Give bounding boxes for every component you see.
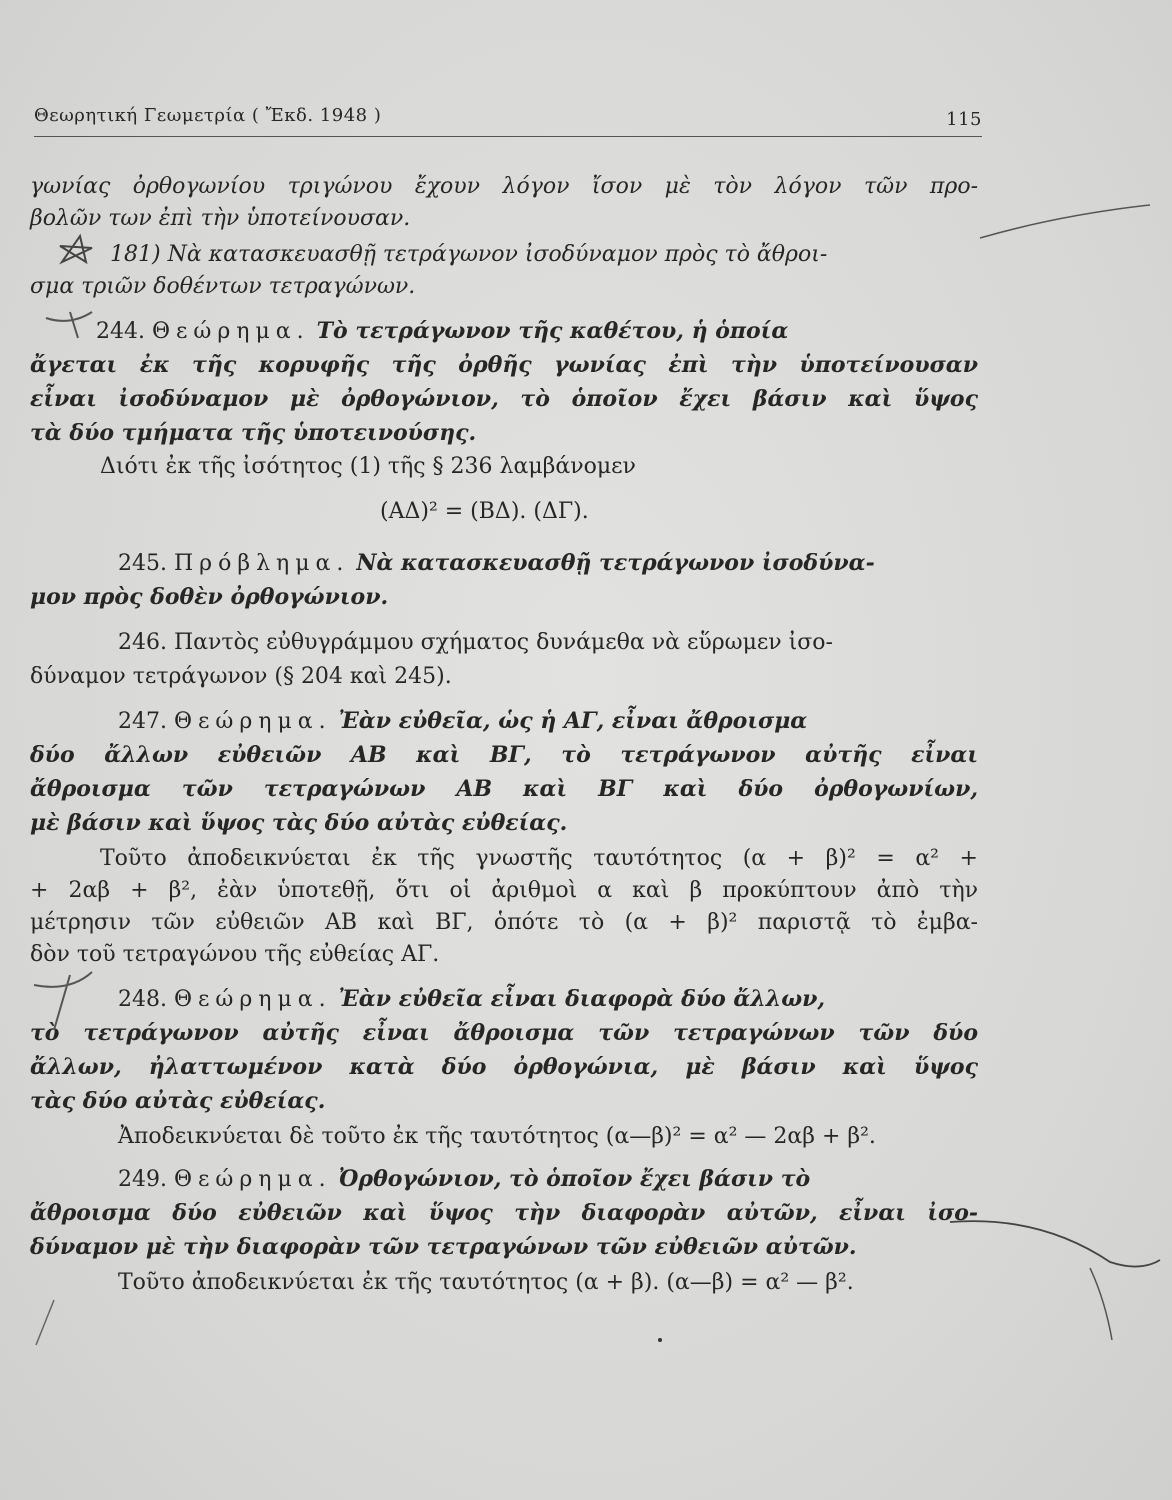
dot-mark (658, 1338, 662, 1342)
margin-line (950, 1221, 1160, 1266)
paragraph-246: 246. Παντὸς εὐθυγράμμου σχήματος δυνάμεθα νὰ εὕρωμεν ἰσο- (118, 630, 833, 655)
star-mark-icon (60, 236, 92, 262)
theorem-line: τὸ τετράγωνον αὐτῆς εἶναι ἄθροισμα τῶν τετραγώνων τῶν δύο (30, 1020, 978, 1046)
proof-line: Τοῦτο ἀποδεικνύεται ἐκ τῆς ταυτότητος (α + β). (α—β) = α² — β². (118, 1270, 854, 1295)
equation: (ΑΔ)² = (ΒΔ). (ΔΓ). (380, 499, 589, 524)
theorem-line: τὰς δύο αὐτὰς εὐθείας. (30, 1088, 326, 1114)
margin-line (36, 1300, 54, 1345)
theorem-line: τὰ δύο τμήματα τῆς ὑποτεινούσης. (30, 420, 477, 446)
text-line: γωνίας ὀρθογωνίου τριγώνου ἔχουν λόγον ἴσον μὲ τὸν λόγον τῶν προ- (30, 174, 978, 199)
problem-line: μον πρὸς δοθὲν ὀρθογώνιον. (30, 584, 389, 610)
theorem-line: εἶναι ἰσοδύναμον μὲ ὀρθογώνιον, τὸ ὁποῖον ἔχει βάσιν καὶ ὕψος (30, 386, 978, 412)
theorem-248-heading: 248. Θεώρημα. Ἐὰν εὐθεῖα εἶναι διαφορὰ δύο ἄλλων, (118, 986, 826, 1012)
theorem-249-heading: 249. Θεώρημα. Ὀρθογώνιον, τὸ ὁποῖον ἔχει βάσιν τὸ (118, 1166, 811, 1192)
theorem-line: δύναμον μὲ τὴν διαφορὰν τῶν τετραγώνων τῶν εὐθειῶν αὐτῶν. (30, 1234, 857, 1260)
exercise-181: 181) Νὰ κατασκευασθῇ τετράγωνον ἰσοδύναμον πρὸς τὸ ἄθροι- (110, 242, 828, 267)
proof-line: Διότι ἐκ τῆς ἰσότητος (1) τῆς § 236 λαμβάνομεν (100, 454, 636, 479)
proof-line: + 2αβ + β², ἐὰν ὑποτεθῇ, ὅτι οἱ ἀριθμοὶ α καὶ β προκύπτουν ἀπὸ τὴν (30, 878, 978, 903)
theorem-line: ἄθροισμα τῶν τετραγώνων ΑΒ καὶ ΒΓ καὶ δύο ὀρθογωνίων, (30, 776, 978, 802)
theorem-247-heading: 247. Θεώρημα. Ἐὰν εὐθεῖα, ὡς ἡ ΑΓ, εἶναι ἄθροισμα (118, 708, 808, 734)
text-line: βολῶν των ἐπὶ τὴν ὑποτείνουσαν. (30, 206, 411, 231)
book-title: Θεωρητική Γεωμετρία ( Ἔκδ. 1948 ) (34, 105, 382, 126)
text-line: δύναμον τετράγωνον (§ 204 καὶ 245). (30, 664, 452, 689)
theorem-line: ἄγεται ἐκ τῆς κορυφῆς τῆς ὀρθῆς γωνίας ἐπὶ τὴν ὑποτείνουσαν (30, 352, 978, 378)
check-mark-icon (46, 312, 92, 338)
theorem-244-heading: 244. Θεώρημα. Τὸ τετράγωνον τῆς καθέτου, ἡ ὁποία (96, 318, 789, 344)
problem-245-heading: 245. Πρόβλημα. Νὰ κατασκευασθῇ τετράγωνον ἰσοδύνα- (118, 550, 875, 576)
check-mark-icon (34, 972, 92, 1030)
proof-line: δὸν τοῦ τετραγώνου τῆς εὐθείας ΑΓ. (30, 942, 440, 967)
theorem-line: μὲ βάσιν καὶ ὕψος τὰς δύο αὐτὰς εὐθείας. (30, 810, 568, 836)
theorem-line: δύο ἄλλων εὐθειῶν ΑΒ καὶ ΒΓ, τὸ τετράγωνον αὐτῆς εἶναι (30, 742, 978, 768)
margin-line (1090, 1268, 1112, 1340)
proof-line: μέτρησιν τῶν εὐθειῶν ΑΒ καὶ ΒΓ, ὁπότε τὸ (α + β)² παριστᾷ τὸ ἐμβα- (30, 910, 978, 935)
theorem-line: ἄθροισμα δύο εὐθειῶν καὶ ὕψος τὴν διαφορὰν αὐτῶν, εἶναι ἰσο- (30, 1200, 978, 1226)
proof-line: Ἀποδεικνύεται δὲ τοῦτο ἐκ τῆς ταυτότητος (α—β)² = α² — 2αβ + β². (118, 1124, 876, 1149)
proof-line: Τοῦτο ἀποδεικνύεται ἐκ τῆς γνωστῆς ταυτότητος (α + β)² = α² + (100, 846, 978, 871)
margin-line (980, 205, 1150, 238)
page-number: 115 (946, 109, 982, 130)
theorem-line: ἄλλων, ἠλαττωμένον κατὰ δύο ὀρθογώνια, μὲ βάσιν καὶ ὕψος (30, 1054, 978, 1080)
text-line: σμα τριῶν δοθέντων τετραγώνων. (30, 274, 416, 299)
